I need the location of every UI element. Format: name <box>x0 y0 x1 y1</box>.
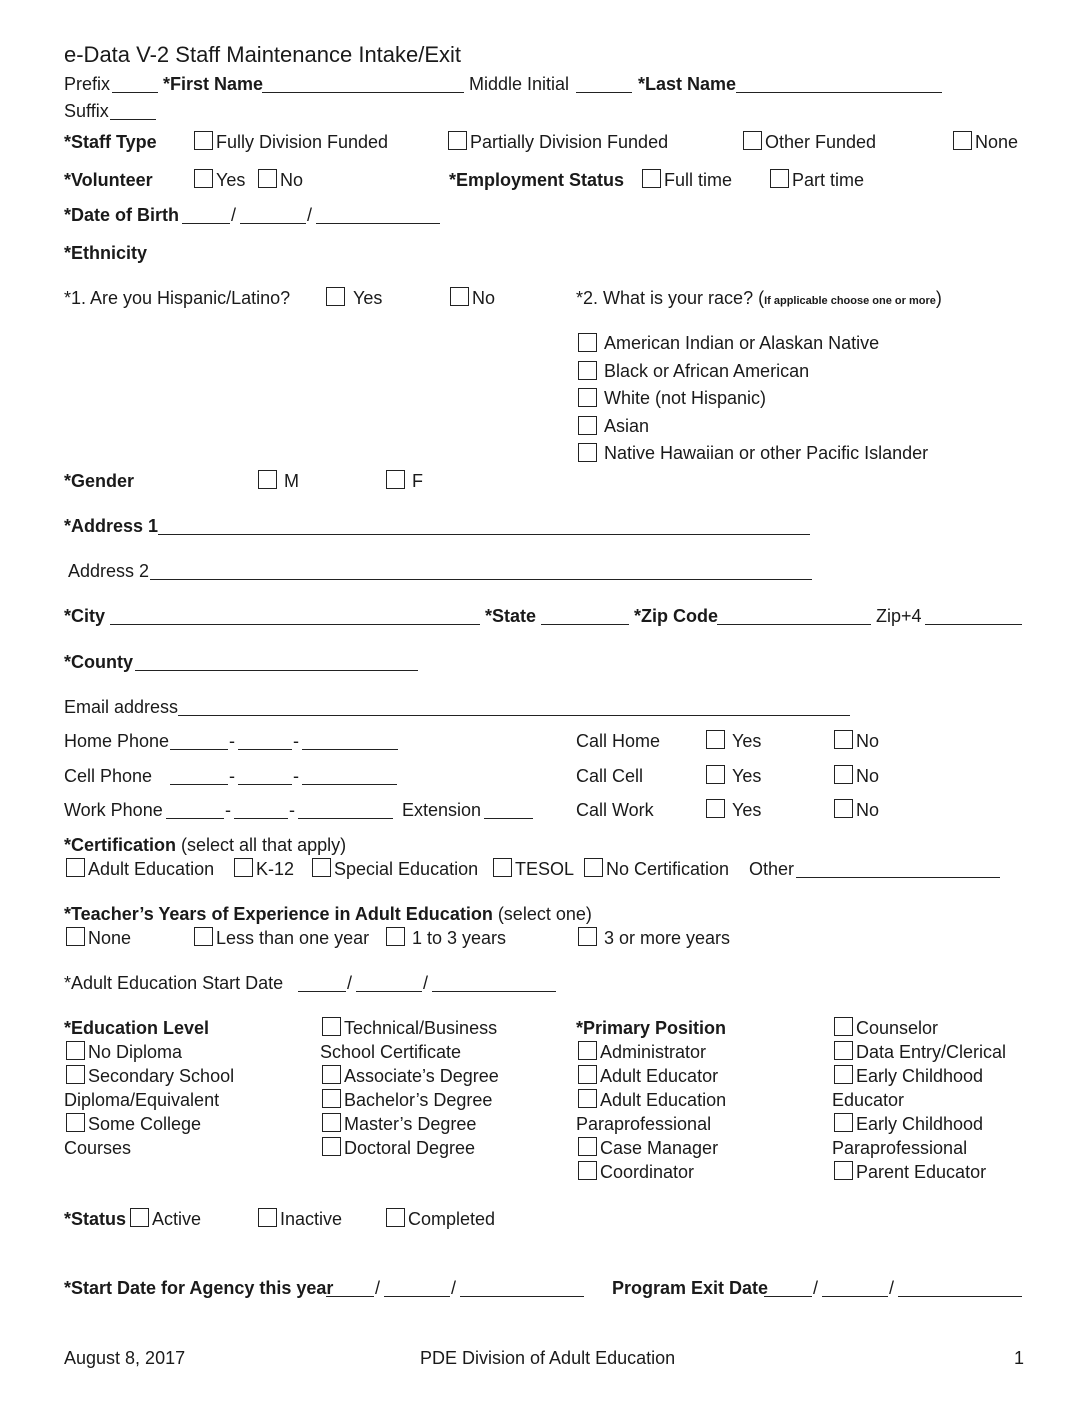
education-option-label: School Certificate <box>320 1042 462 1062</box>
position-option-checkbox[interactable] <box>578 1089 597 1108</box>
work-phone-prefix-field[interactable] <box>234 818 288 819</box>
education-option-label: Secondary School <box>88 1066 235 1086</box>
hispanic-yes-checkbox[interactable] <box>326 287 345 306</box>
race-asian-label: Asian <box>604 416 650 436</box>
home-phone-line-field[interactable] <box>302 749 398 750</box>
position-option-label: Administrator <box>600 1042 707 1062</box>
city-field[interactable] <box>110 624 480 625</box>
cert-k12-checkbox[interactable] <box>234 858 253 877</box>
education-option-checkbox[interactable] <box>66 1065 85 1084</box>
zip4-field[interactable] <box>925 624 1022 625</box>
gender-f-checkbox[interactable] <box>386 470 405 489</box>
call-home-label: Call Home <box>576 731 661 751</box>
position-option-label: Data Entry/Clerical <box>856 1042 1007 1062</box>
cert-special-ed-checkbox[interactable] <box>312 858 331 877</box>
last-name-label: *Last Name <box>638 74 737 94</box>
race-note: If applicable choose one or more <box>764 295 936 307</box>
experience-label: *Teacher’s Years of Experience in Adult Education <box>64 904 493 924</box>
call-home-yes-checkbox[interactable] <box>706 730 725 749</box>
employment-part-label: Part time <box>792 170 865 190</box>
volunteer-no-checkbox[interactable] <box>258 169 277 188</box>
first-name-label: *First Name <box>163 74 264 94</box>
exit-sep2: / <box>889 1278 895 1298</box>
call-home-no-label: No <box>856 731 880 751</box>
call-cell-yes-label: Yes <box>732 766 762 786</box>
education-option-checkbox[interactable] <box>322 1017 341 1036</box>
exp-less-one-label: Less than one year <box>216 928 370 948</box>
work-phone-dash2: - <box>289 800 295 820</box>
footer-org: PDE Division of Adult Education <box>420 1348 676 1368</box>
cell-phone-prefix-field[interactable] <box>238 784 292 785</box>
position-option-label: Early Childhood <box>856 1066 984 1086</box>
staff-type-other-checkbox[interactable] <box>743 131 762 150</box>
education-option-checkbox[interactable] <box>66 1113 85 1132</box>
status-label: *Status <box>64 1209 127 1229</box>
footer-page-number: 1 <box>1014 1348 1025 1368</box>
call-home-yes-label: Yes <box>732 731 762 751</box>
exp-one-three-checkbox[interactable] <box>386 927 405 946</box>
education-option-label: No Diploma <box>88 1042 183 1062</box>
status-completed-checkbox[interactable] <box>386 1208 405 1227</box>
last-name-field[interactable] <box>736 92 942 93</box>
call-work-no-label: No <box>856 800 880 820</box>
position-option-label: Early Childhood <box>856 1114 984 1134</box>
status-active-label: Active <box>152 1209 202 1229</box>
call-work-yes-checkbox[interactable] <box>706 799 725 818</box>
agency-start-sep2: / <box>451 1278 457 1298</box>
position-option-checkbox[interactable] <box>834 1161 853 1180</box>
prefix-field[interactable] <box>112 92 158 93</box>
position-option-label: Case Manager <box>600 1138 719 1158</box>
position-option-label: Paraprofessional <box>832 1138 968 1158</box>
volunteer-yes-label: Yes <box>216 170 246 190</box>
education-option-label: Bachelor’s Degree <box>344 1090 493 1110</box>
page-title: e-Data V-2 Staff Maintenance Intake/Exit <box>64 42 462 67</box>
dob-month-field[interactable] <box>182 223 230 224</box>
dob-year-field[interactable] <box>316 223 440 224</box>
exp-none-checkbox[interactable] <box>66 927 85 946</box>
home-phone-prefix-field[interactable] <box>238 749 292 750</box>
agency-start-label: *Start Date for Agency this year <box>64 1278 334 1298</box>
address2-label: Address 2 <box>68 561 150 581</box>
home-phone-label: Home Phone <box>64 731 170 751</box>
middle-initial-field[interactable] <box>576 92 632 93</box>
exp-none-label: None <box>88 928 132 948</box>
race-white-label: White (not Hispanic) <box>604 388 767 408</box>
position-option-checkbox[interactable] <box>578 1065 597 1084</box>
address2-field[interactable] <box>150 579 812 580</box>
home-phone-area-field[interactable] <box>170 749 228 750</box>
gender-label: *Gender <box>64 471 135 491</box>
zip-label: *Zip Code <box>634 606 718 626</box>
gender-m-label: M <box>284 471 299 491</box>
dob-sep1: / <box>231 205 237 225</box>
cell-phone-line-field[interactable] <box>302 784 397 785</box>
gender-m-checkbox[interactable] <box>258 470 277 489</box>
exit-date-label: Program Exit Date <box>612 1278 769 1298</box>
staff-type-fully-checkbox[interactable] <box>194 131 213 150</box>
education-option-checkbox[interactable] <box>322 1089 341 1108</box>
position-option-label: Counselor <box>856 1018 939 1038</box>
education-option-checkbox[interactable] <box>322 1065 341 1084</box>
education-option-checkbox[interactable] <box>66 1041 85 1060</box>
volunteer-label: *Volunteer <box>64 170 153 190</box>
position-option-checkbox[interactable] <box>834 1017 853 1036</box>
certification-heading <box>64 835 346 855</box>
ae-start-sep1: / <box>347 973 353 993</box>
position-option-label: Educator <box>832 1090 905 1110</box>
suffix-label: Suffix <box>64 101 109 121</box>
city-label: *City <box>64 606 106 626</box>
staff-type-label: *Staff Type <box>64 132 157 152</box>
agency-start-sep1: / <box>375 1278 381 1298</box>
extension-field[interactable] <box>484 818 533 819</box>
experience-heading <box>64 904 592 924</box>
position-option-label: Parent Educator <box>856 1162 987 1182</box>
status-inactive-checkbox[interactable] <box>258 1208 277 1227</box>
footer-date: August 8, 2017 <box>64 1348 186 1368</box>
position-option-label: Paraprofessional <box>576 1114 712 1134</box>
ae-start-year-field[interactable] <box>432 991 556 992</box>
position-option-label: Coordinator <box>600 1162 695 1182</box>
education-option-label: Associate’s Degree <box>344 1066 499 1086</box>
zip-field[interactable] <box>717 624 871 625</box>
staff-type-none-checkbox[interactable] <box>953 131 972 150</box>
employment-full-checkbox[interactable] <box>642 169 661 188</box>
cert-other-field[interactable] <box>796 877 1000 878</box>
education-option-label: Master’s Degree <box>344 1114 477 1134</box>
address1-label: *Address 1 <box>64 516 159 536</box>
home-phone-dash1: - <box>229 731 235 751</box>
hispanic-no-checkbox[interactable] <box>450 287 469 306</box>
cert-special-ed-label: Special Education <box>334 859 479 879</box>
agency-start-month-field[interactable] <box>326 1296 374 1297</box>
cert-none-label: No Certification <box>606 859 730 879</box>
dob-label: *Date of Birth <box>64 205 180 225</box>
middle-initial-label: Middle Initial <box>469 74 570 94</box>
zip4-label: Zip+4 <box>876 606 922 626</box>
staff-type-partially-label: Partially Division Funded <box>470 132 669 152</box>
status-completed-label: Completed <box>408 1209 496 1229</box>
volunteer-yes-checkbox[interactable] <box>194 169 213 188</box>
race-black-checkbox[interactable] <box>578 361 597 380</box>
extension-label: Extension <box>402 800 482 820</box>
dob-day-field[interactable] <box>240 223 306 224</box>
cell-phone-area-field[interactable] <box>170 784 228 785</box>
position-option-checkbox[interactable] <box>834 1113 853 1132</box>
primary-position-label: *Primary Position <box>576 1018 727 1038</box>
call-work-no-checkbox[interactable] <box>834 799 853 818</box>
call-work-yes-label: Yes <box>732 800 762 820</box>
cert-none-checkbox[interactable] <box>584 858 603 877</box>
exp-one-three-label: 1 to 3 years <box>412 928 507 948</box>
work-phone-line-field[interactable] <box>298 818 393 819</box>
exit-day-field[interactable] <box>822 1296 888 1297</box>
staff-type-partially-checkbox[interactable] <box>448 131 467 150</box>
education-option-label: Some College <box>88 1114 202 1134</box>
county-field[interactable] <box>135 670 418 671</box>
exit-year-field[interactable] <box>898 1296 1022 1297</box>
cert-k12-label: K-12 <box>256 859 295 879</box>
cert-tesol-checkbox[interactable] <box>493 858 512 877</box>
cell-phone-dash1: - <box>229 766 235 786</box>
work-phone-area-field[interactable] <box>166 818 224 819</box>
race-asian-checkbox[interactable] <box>578 416 597 435</box>
status-inactive-label: Inactive <box>280 1209 343 1229</box>
staff-type-other-label: Other Funded <box>765 132 877 152</box>
call-home-no-checkbox[interactable] <box>834 730 853 749</box>
email-field[interactable] <box>178 715 850 716</box>
race-pacific-checkbox[interactable] <box>578 443 597 462</box>
volunteer-no-label: No <box>280 170 304 190</box>
email-label: Email address <box>64 697 179 717</box>
education-option-checkbox[interactable] <box>322 1113 341 1132</box>
work-phone-dash1: - <box>225 800 231 820</box>
hispanic-yes-label: Yes <box>353 288 383 308</box>
gender-f-label: F <box>412 471 423 491</box>
employment-part-checkbox[interactable] <box>770 169 789 188</box>
education-option-label: Courses <box>64 1138 132 1158</box>
cert-adult-ed-checkbox[interactable] <box>66 858 85 877</box>
position-option-checkbox[interactable] <box>834 1041 853 1060</box>
cert-adult-ed-label: Adult Education <box>88 859 215 879</box>
exp-less-one-checkbox[interactable] <box>194 927 213 946</box>
cell-phone-label: Cell Phone <box>64 766 153 786</box>
cert-tesol-label: TESOL <box>515 859 575 879</box>
staff-type-none-label: None <box>975 132 1019 152</box>
staff-type-fully-label: Fully Division Funded <box>216 132 389 152</box>
exit-month-field[interactable] <box>764 1296 812 1297</box>
hispanic-no-label: No <box>472 288 496 308</box>
agency-start-day-field[interactable] <box>384 1296 450 1297</box>
position-option-label: Adult Educator <box>600 1066 719 1086</box>
ae-start-sep2: / <box>423 973 429 993</box>
work-phone-label: Work Phone <box>64 800 163 820</box>
education-option-label: Technical/Business <box>344 1018 498 1038</box>
race-black-label: Black or African American <box>604 361 810 381</box>
exp-three-plus-label: 3 or more years <box>604 928 731 948</box>
employment-status-label: *Employment Status <box>449 170 625 190</box>
race-american-indian-label: American Indian or Alaskan Native <box>604 333 880 353</box>
race-pacific-label: Native Hawaiian or other Pacific Islander <box>604 443 929 463</box>
home-phone-dash2: - <box>293 731 299 751</box>
position-option-label: Adult Education <box>600 1090 727 1110</box>
certification-label: *Certification <box>64 835 177 855</box>
status-active-checkbox[interactable] <box>130 1208 149 1227</box>
ethnicity-label: *Ethnicity <box>64 243 148 263</box>
hispanic-question: *1. Are you Hispanic/Latino? <box>64 288 291 308</box>
certification-hint: (select all that apply) <box>176 835 347 855</box>
position-option-checkbox[interactable] <box>578 1041 597 1060</box>
education-level-label: *Education Level <box>64 1018 210 1038</box>
exit-sep1: / <box>813 1278 819 1298</box>
county-label: *County <box>64 652 133 672</box>
race-american-indian-checkbox[interactable] <box>578 333 597 352</box>
call-cell-no-checkbox[interactable] <box>834 765 853 784</box>
dob-sep2: / <box>307 205 313 225</box>
first-name-field[interactable] <box>262 92 464 93</box>
ae-start-day-field[interactable] <box>356 991 422 992</box>
employment-full-label: Full time <box>664 170 733 190</box>
state-field[interactable] <box>541 624 629 625</box>
education-option-label: Doctoral Degree <box>344 1138 476 1158</box>
prefix-label: Prefix <box>64 74 111 94</box>
education-option-checkbox[interactable] <box>322 1137 341 1156</box>
cell-phone-dash2: - <box>293 766 299 786</box>
position-option-checkbox[interactable] <box>578 1137 597 1156</box>
education-option-label: Diploma/Equivalent <box>64 1090 220 1110</box>
agency-start-year-field[interactable] <box>460 1296 584 1297</box>
call-cell-yes-checkbox[interactable] <box>706 765 725 784</box>
experience-hint: (select one) <box>492 904 592 924</box>
ae-start-date-label: *Adult Education Start Date <box>64 973 284 993</box>
call-cell-no-label: No <box>856 766 880 786</box>
race-white-checkbox[interactable] <box>578 388 597 407</box>
race-question: *2. What is your race? (If applicable choose one or more) <box>576 288 942 308</box>
cert-other-label: Other <box>749 859 795 879</box>
position-option-checkbox[interactable] <box>834 1065 853 1084</box>
exp-three-plus-checkbox[interactable] <box>578 927 597 946</box>
position-option-checkbox[interactable] <box>578 1161 597 1180</box>
suffix-field[interactable] <box>110 119 156 120</box>
ae-start-month-field[interactable] <box>298 991 346 992</box>
address1-field[interactable] <box>158 534 810 535</box>
call-work-label: Call Work <box>576 800 654 820</box>
call-cell-label: Call Cell <box>576 766 644 786</box>
state-label: *State <box>485 606 537 626</box>
